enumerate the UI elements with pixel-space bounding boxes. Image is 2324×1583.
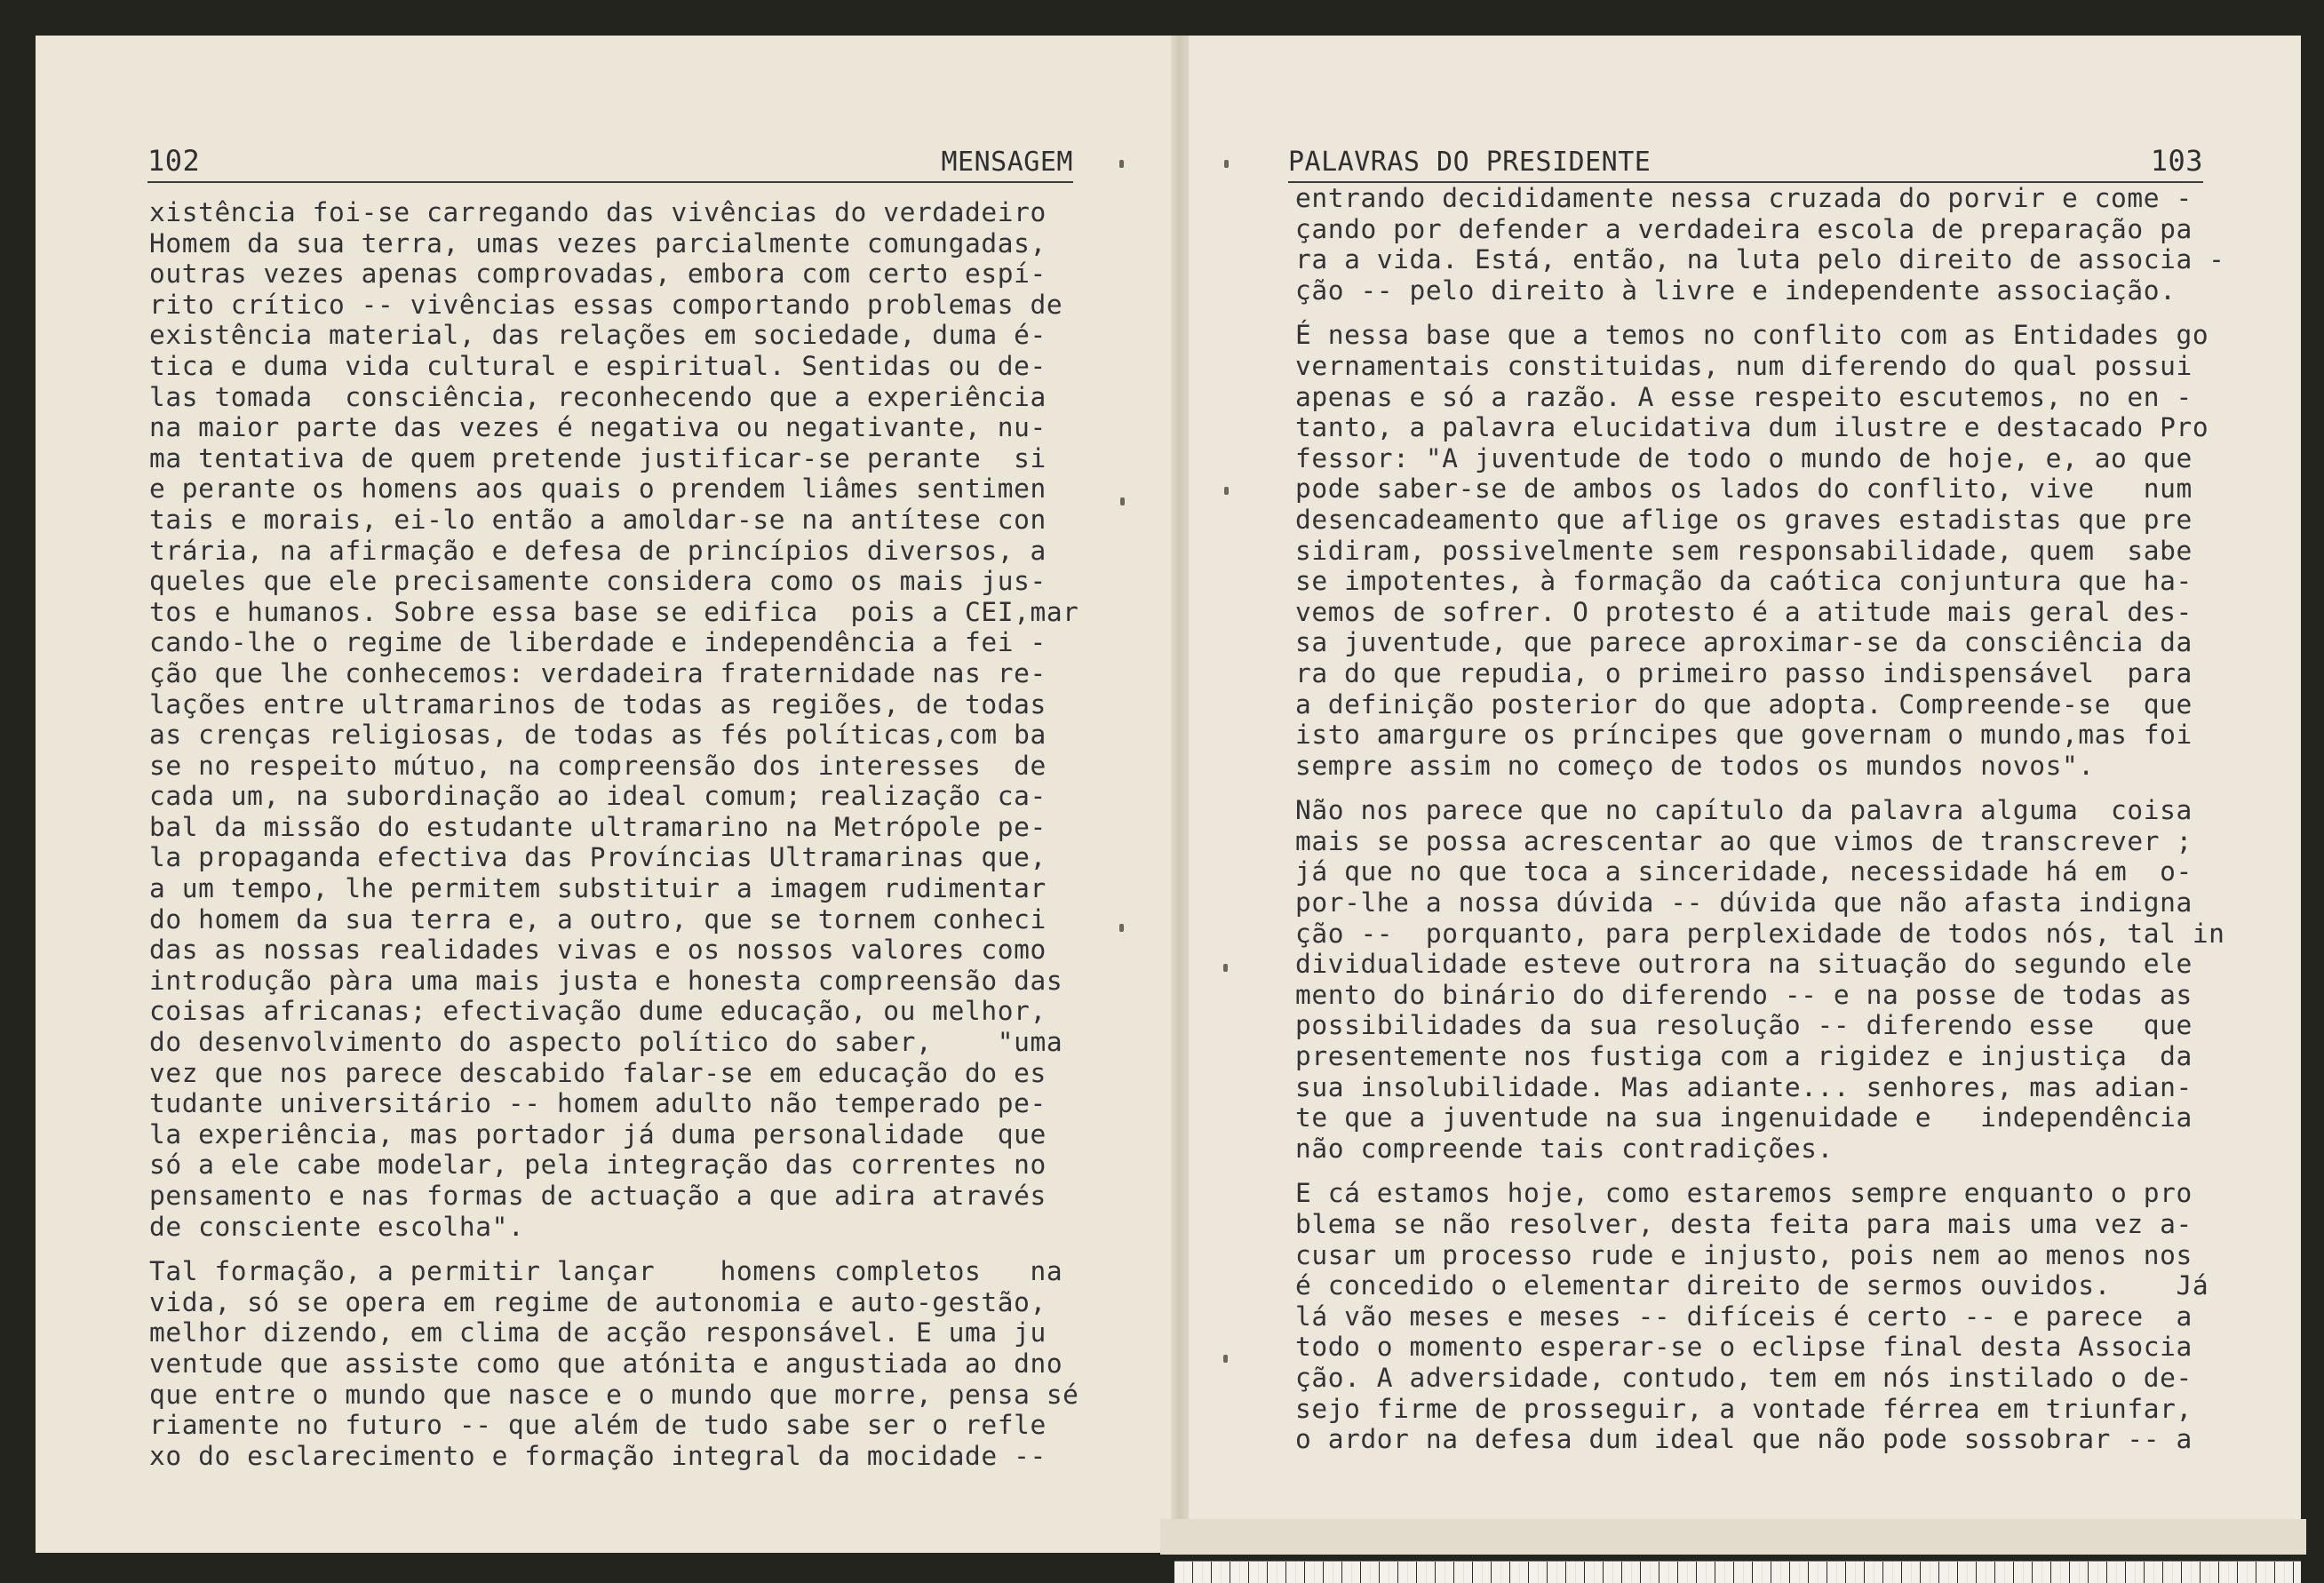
staple-hole: [1223, 1355, 1228, 1363]
text-line: te que a juventude na sua ingenuidade e independência: [1295, 1102, 2193, 1134]
text-line: cusar um processo rude e injusto, pois nem ao menos nos: [1295, 1239, 2193, 1270]
text-line: ção. A adversidade, contudo, tem em nós instilado o de-: [1295, 1362, 2193, 1393]
staple-hole: [1119, 160, 1124, 168]
text-line: Tal formação, a permitir lançar homens completos na: [149, 1256, 1063, 1287]
paragraph: [149, 197, 1091, 1242]
text-line: E cá estamos hoje, como estaremos sempre enquanto o pro: [1295, 1178, 2193, 1209]
text-line: a definição posterior do que adopta. Compreende-se que: [1295, 688, 2193, 720]
page-edge: [1160, 1519, 2306, 1555]
text-line: cando-lhe o regime de liberdade e independência a fei -: [149, 627, 1047, 658]
text-line: a um tempo, lhe permitem substituir a imagem rudimentar: [149, 873, 1047, 904]
text-line: vida, só se opera em regime de autonomia e auto-gestão,: [149, 1286, 1047, 1317]
text-line: Homem da sua terra, umas vezes parcialmente comungadas,: [149, 227, 1047, 259]
text-line: já que no que toca a sinceridade, necessidade há em o-: [1295, 856, 2193, 887]
text-line: queles que ele precisamente considera como os mais jus-: [149, 566, 1047, 597]
text-line: tanto, a palavra elucidativa dum ilustre e destacado Pro: [1295, 412, 2209, 443]
text-line: ção -- porquanto, para perplexidade de todos nós, tal in: [1295, 918, 2225, 949]
page-number: 103: [2150, 144, 2203, 178]
text-line: çando por defender a verdadeira escola de preparação pa: [1295, 213, 2193, 244]
right-page: [1180, 36, 2301, 1553]
text-line: não compreende tais contradições.: [1295, 1133, 1834, 1164]
text-line: desencadeamento que aflige os graves estadistas que pre: [1295, 504, 2193, 535]
staple-hole: [1224, 160, 1229, 168]
text-line: do homem da sua terra e, a outro, que se tornem conheci: [149, 903, 1047, 935]
text-line: coisas africanas; efectivação dume educação, ou melhor,: [149, 996, 1047, 1027]
text-line: se no respeito mútuo, na compreensão dos interesses de: [149, 750, 1047, 781]
text-line: sejo firme de prosseguir, a vontade férrea em triunfar,: [1295, 1393, 2193, 1424]
text-line: ção -- pelo direito à livre e independente associação.: [1295, 274, 2177, 306]
text-line: rito crítico -- vivências essas comportando problemas de: [149, 289, 1063, 320]
text-line: vemos de sofrer. O protesto é a atitude mais geral des-: [1295, 596, 2193, 627]
text-line: de consciente escolha".: [149, 1211, 525, 1242]
text-line: fessor: "A juventude de todo o mundo de hoje, e, ao que: [1295, 442, 2193, 473]
text-line: xistência foi-se carregando das vivências do verdadeiro: [149, 197, 1047, 227]
scale-ruler: [1174, 1561, 2301, 1583]
text-line: ra a vida. Está, então, na luta pelo direito de associa -: [1295, 244, 2225, 275]
right-page-header: [1288, 135, 2203, 183]
running-head: PALAVRAS DO PRESIDENTE: [1288, 147, 1651, 178]
text-line: na maior parte das vezes é negativa ou negativante, nu-: [149, 412, 1047, 443]
paragraph: [1295, 1178, 2237, 1454]
text-line: ma tentativa de quem pretende justificar-se perante si: [149, 442, 1047, 473]
text-line: sua insolubilidade. Mas adiante... senhores, mas adian-: [1295, 1071, 2193, 1102]
text-line: introdução pàra uma mais justa e honesta compreensão das: [149, 965, 1063, 996]
text-line: ventude que assiste como que atónita e angustiada ao dno: [149, 1348, 1063, 1379]
text-line: Não nos parece que no capítulo da palavra alguma coisa: [1295, 795, 2193, 826]
text-line: pode saber-se de ambos os lados do conflito, vive num: [1295, 473, 2193, 505]
text-line: mais se possa acrescentar ao que vimos de transcrever ;: [1295, 825, 2193, 856]
right-page-body: [1295, 183, 2237, 1469]
paragraph: [1295, 320, 2237, 781]
text-line: o ardor na defesa dum ideal que não pode sossobrar -- a: [1295, 1424, 2193, 1455]
text-line: possibilidades da sua resolução -- diferendo esse que: [1295, 1010, 2193, 1041]
text-line: dividualidade esteve outrora na situação do segundo ele: [1295, 949, 2193, 980]
text-line: la propaganda efectiva das Províncias Ultramarinas que,: [149, 842, 1047, 873]
text-line: xo do esclarecimento e formação integral da mocidade --: [149, 1440, 1047, 1471]
text-line: do desenvolvimento do aspecto político do saber, "uma: [149, 1027, 1063, 1058]
staple-hole: [1119, 924, 1124, 932]
running-head: MENSAGEM: [941, 147, 1073, 178]
text-line: apenas e só a razão. A esse respeito escutemos, no en -: [1295, 381, 2193, 412]
text-line: la experiência, mas portador já duma personalidade que: [149, 1118, 1047, 1149]
text-line: entrando decididamente nessa cruzada do porvir e come -: [1295, 183, 2193, 213]
left-page-header: [147, 135, 1073, 183]
paragraph: [149, 1256, 1091, 1471]
left-page: [36, 36, 1180, 1553]
text-line: por-lhe a nossa dúvida -- dúvida que não afasta indigna: [1295, 887, 2193, 919]
paragraph: [1295, 183, 2237, 306]
text-line: bal da missão do estudante ultramarino na Metrópole pe-: [149, 811, 1047, 842]
text-line: lações entre ultramarinos de todas as regiões, de todas: [149, 688, 1047, 720]
text-line: se impotentes, à formação da caótica conjuntura que ha-: [1295, 566, 2193, 597]
text-line: tudante universitário -- homem adulto não temperado pe-: [149, 1088, 1047, 1119]
text-line: vernamentais constituidas, num diferendo do qual possui: [1295, 350, 2193, 381]
text-line: ra do que repudia, o primeiro passo indispensável para: [1295, 657, 2193, 688]
text-line: pensamento e nas formas de actuação a que adira através: [149, 1181, 1047, 1211]
text-line: é concedido o elementar direito de sermos ouvidos. Já: [1295, 1270, 2209, 1301]
text-line: só a ele cabe modelar, pela integração das correntes no: [149, 1149, 1047, 1181]
text-line: todo o momento esperar-se o eclipse final desta Associa: [1295, 1332, 2193, 1363]
text-line: tos e humanos. Sobre essa base se edifica pois a CEI,mar: [149, 596, 1079, 627]
page-number: 102: [147, 144, 201, 178]
text-line: sa juventude, que parece aproximar-se da consciência da: [1295, 627, 2193, 658]
text-line: que entre o mundo que nasce e o mundo que morre, pensa sé: [149, 1379, 1079, 1410]
text-line: É nessa base que a temos no conflito com as Entidades go: [1295, 320, 2209, 351]
text-line: e perante os homens aos quais o prendem liâmes sentimen: [149, 473, 1047, 505]
paragraph: [1295, 795, 2237, 1164]
text-line: tica e duma vida cultural e espiritual. Sentidas ou de-: [149, 350, 1047, 381]
text-line: cada um, na subordinação ao ideal comum; realização ca-: [149, 781, 1047, 812]
text-line: riamente no futuro -- que além de tudo sabe ser o refle: [149, 1410, 1047, 1441]
text-line: trária, na afirmação e defesa de princípios diversos, a: [149, 535, 1047, 566]
staple-hole: [1223, 964, 1228, 972]
text-line: as crenças religiosas, de todas as fés políticas,com ba: [149, 720, 1047, 751]
text-line: das as nossas realidades vivas e os nossos valores como: [149, 935, 1047, 966]
staple-hole: [1224, 487, 1229, 495]
text-line: presentemente nos fustiga com a rigidez e injustiça da: [1295, 1041, 2193, 1072]
text-line: las tomada consciência, reconhecendo que a experiência: [149, 381, 1047, 412]
text-line: lá vão meses e meses -- difíceis é certo -- e parece a: [1295, 1301, 2193, 1332]
text-line: mento do binário do diferendo -- e na posse de todas as: [1295, 979, 2193, 1010]
text-line: ção que lhe conhecemos: verdadeira fraternidade nas re-: [149, 657, 1047, 688]
text-line: tais e morais, ei-lo então a amoldar-se na antítese con: [149, 504, 1047, 535]
text-line: existência material, das relações em sociedade, duma é-: [149, 320, 1047, 351]
text-line: melhor dizendo, em clima de acção responsável. E uma ju: [149, 1317, 1047, 1348]
text-line: blema se não resolver, desta feita para mais uma vez a-: [1295, 1209, 2193, 1239]
left-page-body: [149, 197, 1091, 1485]
text-line: vez que nos parece descabido falar-se em educação do es: [149, 1057, 1047, 1088]
staple-hole: [1120, 497, 1125, 505]
book-spine: [1171, 36, 1189, 1553]
text-line: sidiram, possivelmente sem responsabilidade, quem sabe: [1295, 535, 2193, 566]
text-line: sempre assim no começo de todos os mundos novos".: [1295, 750, 2095, 781]
text-line: isto amargure os príncipes que governam o mundo,mas foi: [1295, 720, 2193, 751]
text-line: outras vezes apenas comprovadas, embora com certo espí-: [149, 259, 1047, 290]
